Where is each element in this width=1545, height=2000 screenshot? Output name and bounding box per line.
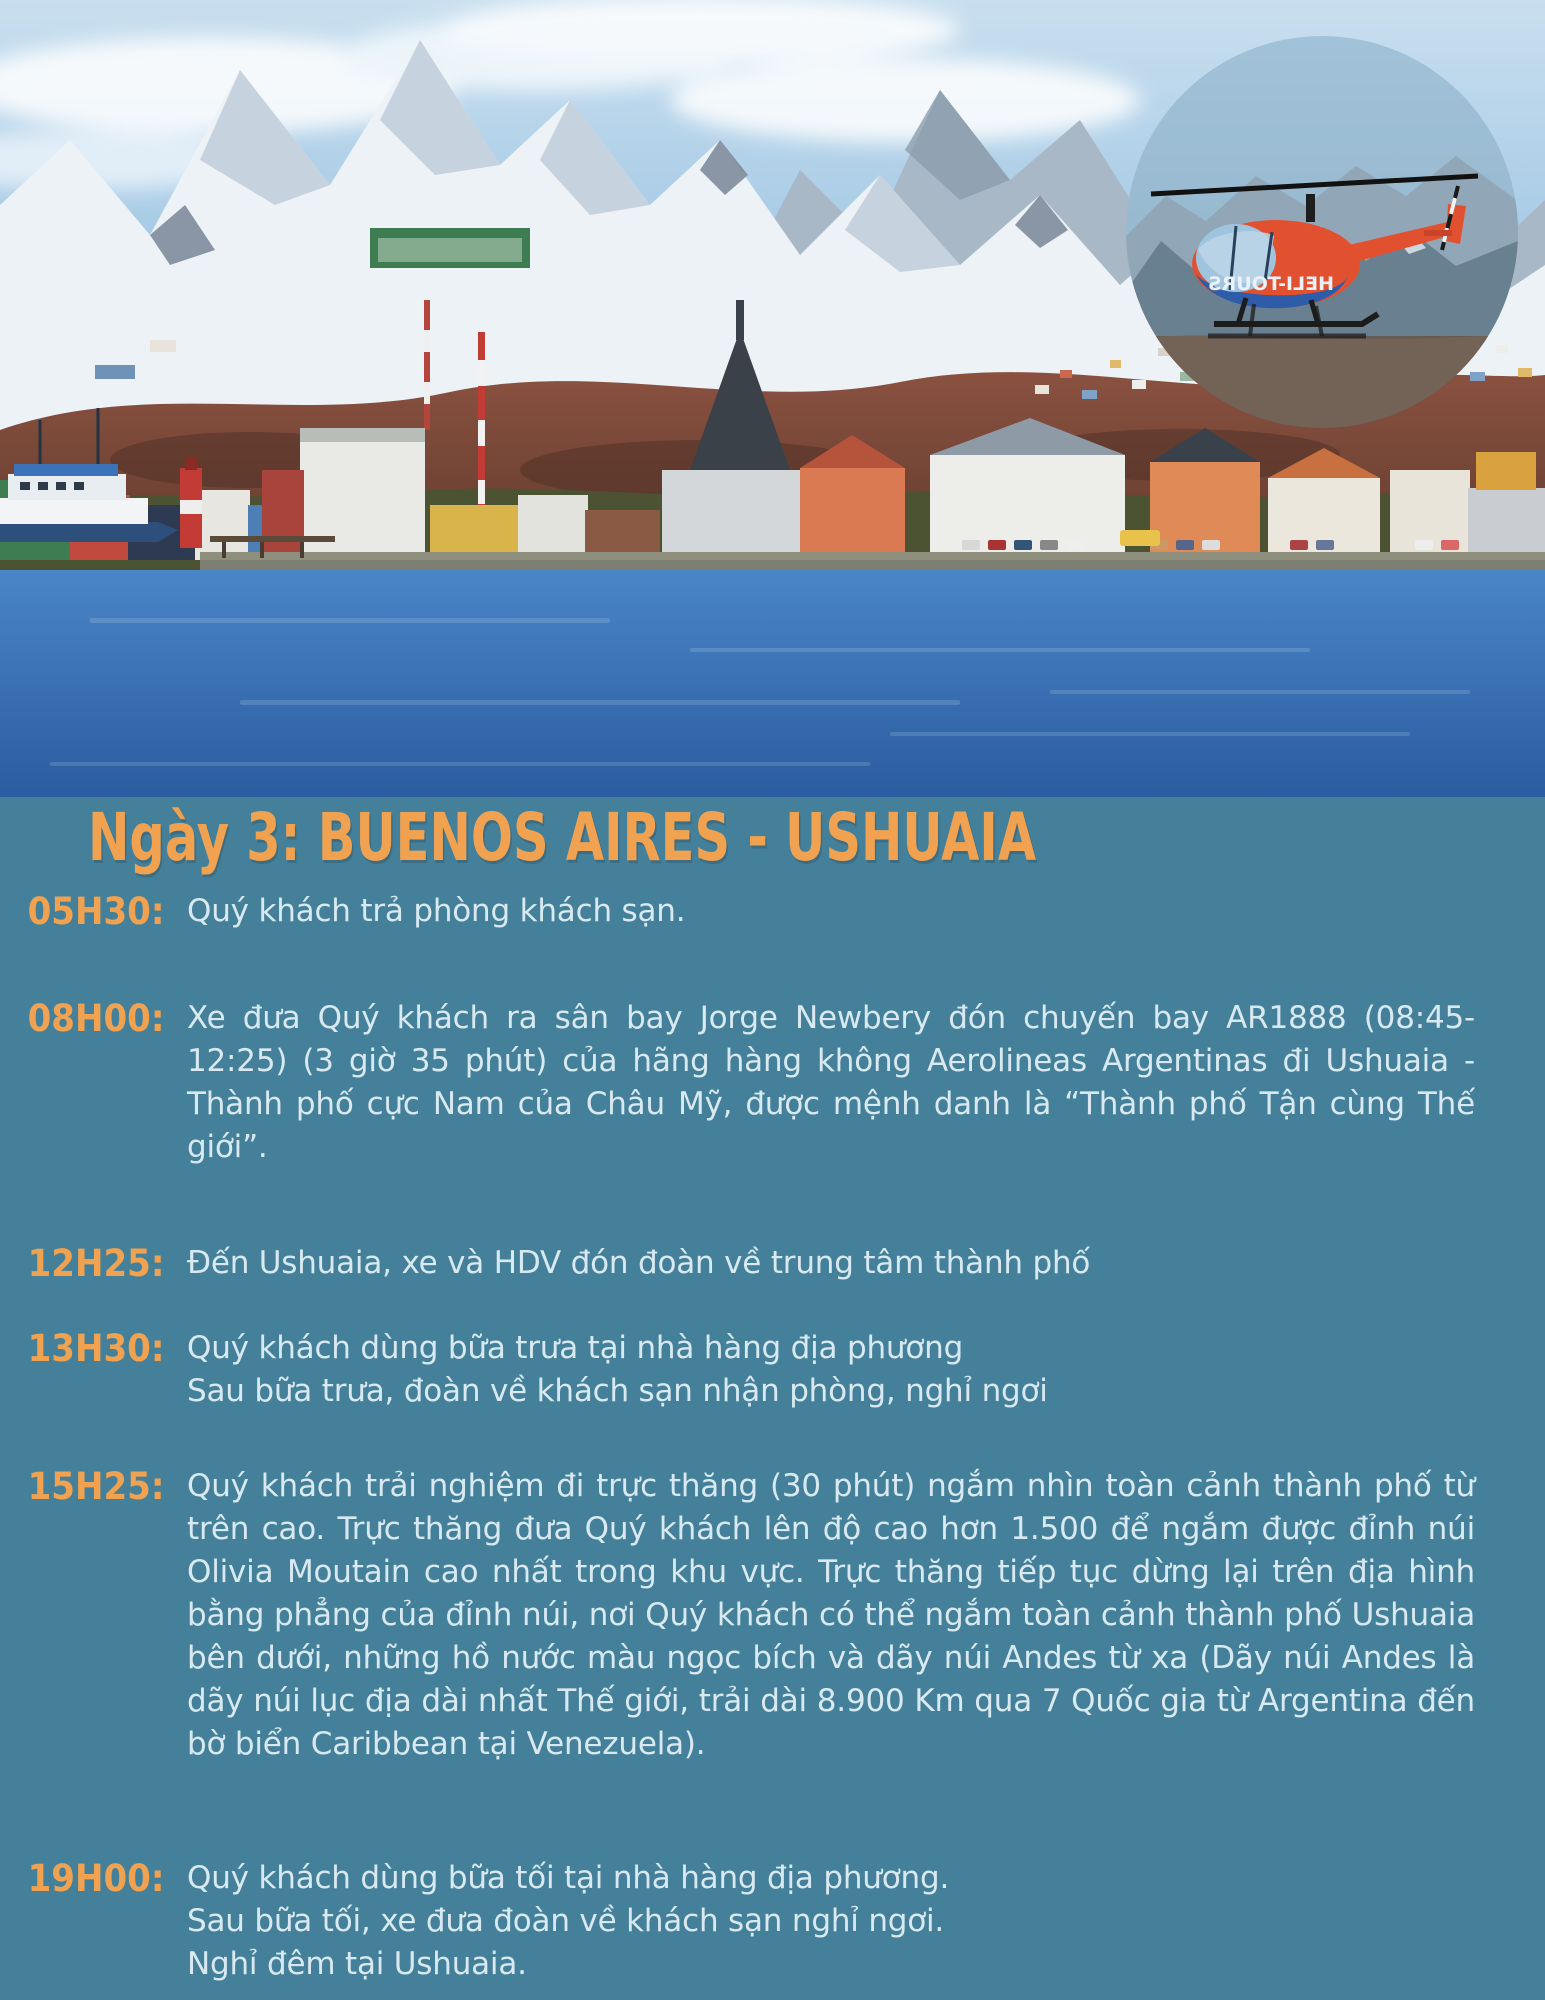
helicopter-art xyxy=(1126,36,1518,428)
helicopter-photo xyxy=(1126,36,1518,428)
schedule-row xyxy=(0,997,1545,1169)
schedule-row xyxy=(0,1857,1545,1986)
itinerary-text xyxy=(187,997,1475,1169)
itinerary-line: Sau bữa trưa, đoàn về khách sạn nhận phòng, nghỉ ngơi xyxy=(187,1373,1048,1409)
svg-text:HELI-TOURS: HELI-TOURS xyxy=(1207,273,1334,295)
time-label: 13H30: xyxy=(27,1327,165,1370)
schedule-row xyxy=(0,1242,1545,1285)
itinerary-line: Nghỉ đêm tại Ushuaia. xyxy=(187,1946,527,1982)
time-label: 05H30: xyxy=(27,890,165,933)
schedule-row xyxy=(0,1465,1545,1766)
itinerary-line: Sau bữa tối, xe đưa đoàn về khách sạn nghỉ ngơi. xyxy=(187,1903,945,1939)
itinerary-line: Đến Ushuaia, xe và HDV đón đoàn về trung tâm thành phố xyxy=(187,1245,1091,1281)
itinerary-line: Quý khách dùng bữa tối tại nhà hàng địa phương. xyxy=(187,1860,950,1896)
schedule-row xyxy=(0,1327,1545,1413)
itinerary-line: Xe đưa Quý khách ra sân bay Jorge Newbery đón chuyến bay AR1888 (08:45-12:25) (3 giờ 35 phút) của hãng hàng không Aerolineas Argentinas đi Ushuaia - Thành phố cực Nam của Châu Mỹ, được mệnh danh là “Thành phố Tận cùng Thế giới”. xyxy=(187,1000,1475,1165)
itinerary-line: Quý khách trả phòng khách sạn. xyxy=(187,893,686,929)
time-label: 15H25: xyxy=(27,1465,165,1508)
itinerary-line: Quý khách trải nghiệm đi trực thăng (30 phút) ngắm nhìn toàn cảnh thành phố từ trên cao. Trực thăng đưa Quý khách lên độ cao hơn 1.500 để ngắm được đỉnh núi Olivia Moutain cao nhất trong khu vực. Trực thăng tiếp tục dừng lại trên địa hình bằng phẳng của đỉnh núi, nơi Quý khách có thể ngắm toàn cảnh thành phố Ushuaia bên dưới, những hồ nước màu ngọc bích và dãy núi Andes từ xa (Dãy núi Andes là dãy núi lục địa dài nhất Thế giới, trải dài 8.900 Km qua 7 Quốc gia từ Argentina đến bờ biển Caribbean tại Venezuela). xyxy=(187,1468,1475,1762)
lighthouse xyxy=(180,458,202,548)
itinerary-text xyxy=(187,1327,1475,1413)
itinerary-text xyxy=(187,1242,1475,1285)
itinerary-text xyxy=(187,1857,1475,1986)
itinerary-line: Quý khách dùng bữa trưa tại nhà hàng địa phương xyxy=(187,1330,964,1366)
schedule xyxy=(0,890,1545,1986)
time-label: 12H25: xyxy=(27,1242,165,1285)
itinerary-text xyxy=(187,1465,1475,1766)
page-title: Ngày 3: BUENOS AIRES - USHUAIA xyxy=(88,799,1037,876)
itinerary-text xyxy=(187,890,1475,933)
time-label: 08H00: xyxy=(27,997,165,1040)
time-label: 19H00: xyxy=(27,1857,165,1900)
itinerary-content xyxy=(0,797,1545,1986)
schedule-row xyxy=(0,890,1545,933)
